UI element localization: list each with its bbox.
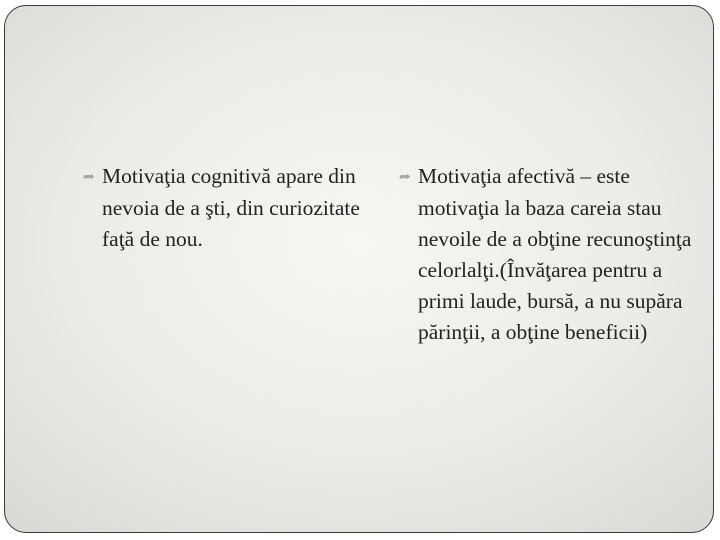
- bullet-text-cognitive: Motivaţia cognitivă apare din nevoia de a şti, din curiozitate faţă de nou.: [102, 164, 360, 251]
- right-column: [399, 161, 699, 348]
- bullet-text-affective: Motivaţia afectivă – este motivaţia la baza careia stau nevoile de a obţine recunoştinţa celorlalţi.(Învăţarea pentru a primi laude, bursă, a nu supăra părinţii, a obţine beneficii): [418, 164, 692, 344]
- left-column: [83, 161, 373, 255]
- curved-arrow-bullet-icon: ➦: [83, 170, 95, 185]
- bullet-item-cognitive: [83, 161, 373, 255]
- bullet-item-affective: [399, 161, 699, 348]
- slide: [4, 5, 714, 533]
- curved-arrow-bullet-icon: ➦: [399, 170, 411, 185]
